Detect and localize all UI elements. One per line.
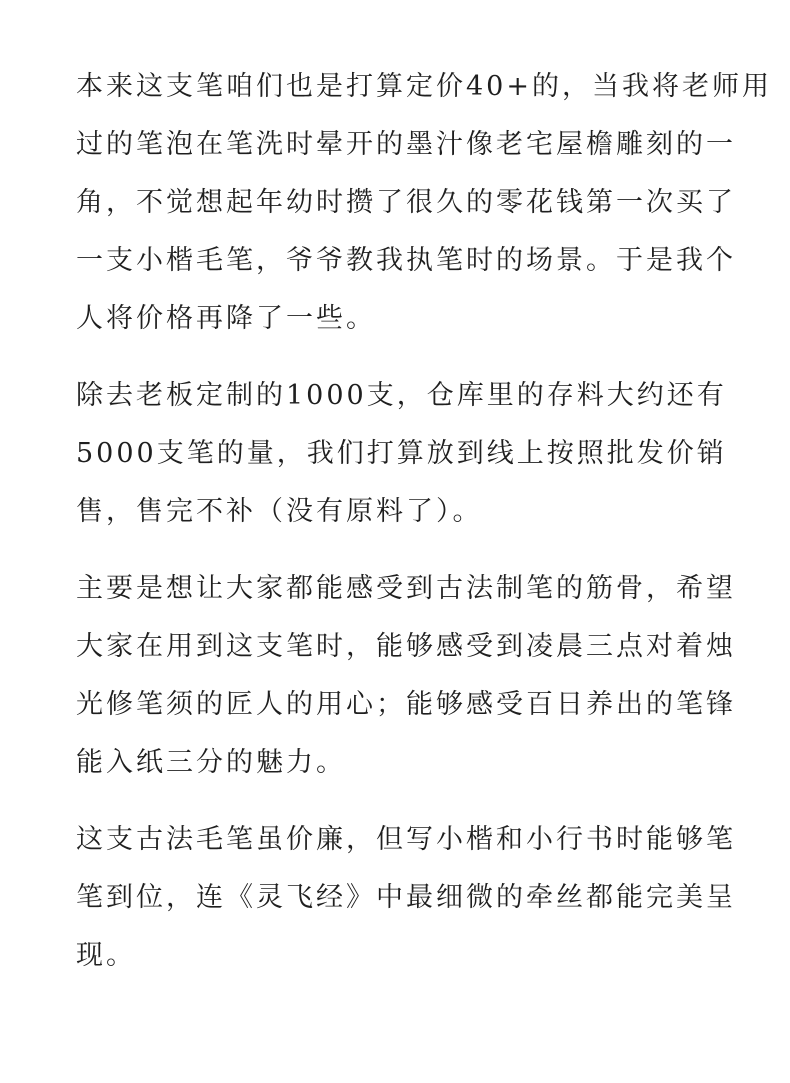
paragraph-3	[76, 560, 736, 792]
text-line: 人将价格再降了一些。	[76, 303, 376, 334]
text-line: 主要是想让大家都能感受到古法制笔的筋骨，希望	[76, 573, 736, 604]
text-line: 这支古法毛笔虽价廉，但写小楷和小行书时能够笔	[76, 824, 736, 855]
text-line: 角，不觉想起年幼时攒了很久的零花钱第一次买了	[76, 187, 736, 218]
text-line: 光修笔须的匠人的用心；能够感受百日养出的笔锋	[76, 689, 736, 720]
paragraph-4	[76, 811, 736, 985]
text-line: 本来这支笔咱们也是打算定价40+的，当我将老师用	[76, 71, 772, 102]
text-line: 能入纸三分的魅力。	[76, 747, 346, 778]
text-line: 除去老板定制的1000支，仓库里的存料大约还有	[76, 380, 727, 411]
text-line: 5000支笔的量，我们打算放到线上按照批发价销	[76, 438, 727, 469]
text-line: 笔到位，连《灵飞经》中最细微的牵丝都能完美呈	[76, 882, 736, 913]
paragraph-2	[76, 367, 727, 541]
text-line: 一支小楷毛笔，爷爷教我执笔时的场景。于是我个	[76, 245, 736, 276]
text-line: 过的笔泡在笔洗时晕开的墨汁像老宅屋檐雕刻的一	[76, 129, 736, 160]
text-line: 现。	[76, 940, 136, 971]
article-body	[76, 58, 772, 1004]
text-line: 大家在用到这支笔时，能够感受到凌晨三点对着烛	[76, 631, 736, 662]
paragraph-1	[76, 58, 772, 348]
text-line: 售，售完不补（没有原料了）。	[76, 496, 483, 527]
